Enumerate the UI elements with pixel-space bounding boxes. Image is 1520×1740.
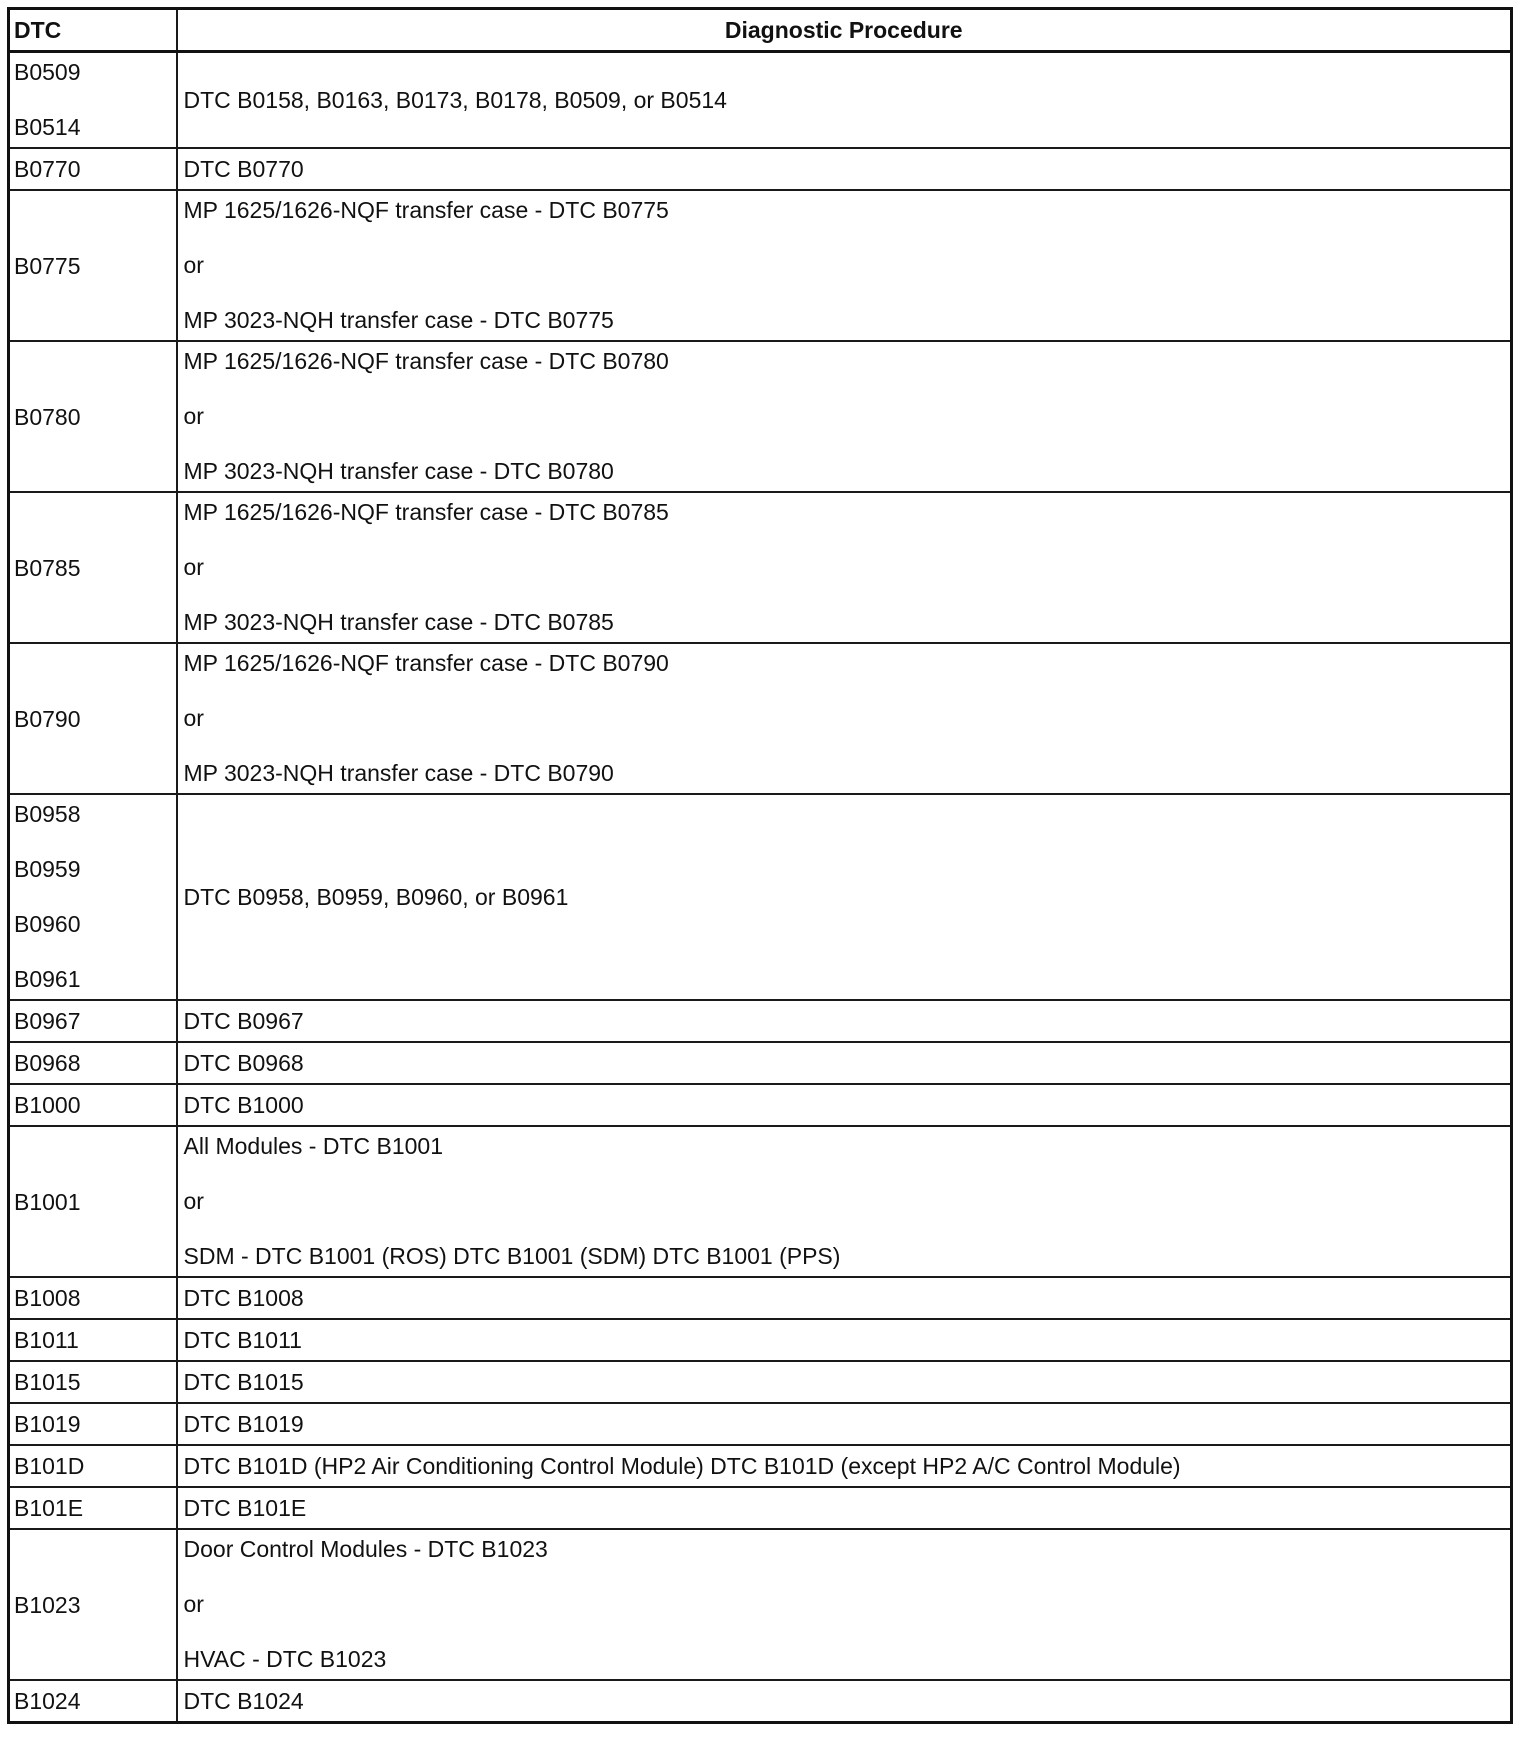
dtc-code: B1000 <box>14 1092 81 1118</box>
dtc-code-cell <box>9 492 177 643</box>
header-diagnostic-procedure: Diagnostic Procedure <box>177 9 1512 52</box>
dtc-code: B0968 <box>14 1050 81 1076</box>
dtc-code-cell <box>9 1529 177 1680</box>
table-row <box>9 1529 1512 1680</box>
procedure-link[interactable]: MP 3023-NQH transfer case - DTC B0785 <box>183 609 614 635</box>
dtc-code: B0775 <box>14 252 81 279</box>
table-row <box>9 1319 1512 1361</box>
dtc-code: B0770 <box>14 156 81 182</box>
dtc-code: B1023 <box>14 1591 81 1618</box>
diagnostic-procedure-cell <box>177 1403 1512 1445</box>
diagnostic-procedure-cell <box>177 341 1512 492</box>
dtc-code: B1019 <box>14 1411 81 1437</box>
diagnostic-procedure-cell <box>177 1361 1512 1403</box>
table-row <box>9 52 1512 149</box>
procedure-link[interactable]: DTC B0770 <box>183 156 304 182</box>
table-row <box>9 643 1512 794</box>
dtc-code-cell <box>9 794 177 1000</box>
dtc-code: B1015 <box>14 1369 81 1395</box>
dtc-code: B1008 <box>14 1285 81 1311</box>
header-dtc: DTC <box>9 9 177 52</box>
procedure-separator: or <box>183 1188 204 1214</box>
dtc-code-cell <box>9 1042 177 1084</box>
table-row <box>9 492 1512 643</box>
procedure-separator: or <box>183 252 204 278</box>
dtc-code-cell <box>9 1361 177 1403</box>
table-row <box>9 794 1512 1000</box>
dtc-code: B0961 <box>14 966 81 992</box>
dtc-code: B1011 <box>14 1327 79 1353</box>
procedure-link[interactable]: DTC B101E <box>183 1495 307 1521</box>
dtc-code: B0790 <box>14 705 81 732</box>
diagnostic-procedure-cell <box>177 190 1512 341</box>
procedure-link[interactable]: HVAC - DTC B1023 <box>183 1646 387 1672</box>
procedure-link[interactable]: DTC B1000 <box>183 1092 304 1118</box>
diagnostic-procedure-cell <box>177 643 1512 794</box>
procedure-link[interactable]: All Modules - DTC B1001 <box>183 1133 443 1159</box>
diagnostic-procedure-cell <box>177 52 1512 149</box>
diagnostic-procedure-cell <box>177 1445 1512 1487</box>
dtc-table-container <box>7 7 1513 1724</box>
procedure-link[interactable]: DTC B0967 <box>183 1008 304 1034</box>
diagnostic-procedure-cell <box>177 1529 1512 1680</box>
procedure-link[interactable]: DTC B1011 <box>183 1327 302 1353</box>
dtc-code-cell <box>9 341 177 492</box>
table-row <box>9 1403 1512 1445</box>
dtc-code-cell <box>9 1487 177 1529</box>
dtc-code-cell <box>9 1445 177 1487</box>
diagnostic-procedure-cell <box>177 1000 1512 1042</box>
dtc-code-cell <box>9 1319 177 1361</box>
dtc-code: B101E <box>14 1495 84 1521</box>
table-row <box>9 1445 1512 1487</box>
diagnostic-procedure-cell <box>177 492 1512 643</box>
dtc-code-cell <box>9 1403 177 1445</box>
procedure-separator: or <box>183 1591 204 1617</box>
diagnostic-procedure-cell <box>177 1126 1512 1277</box>
procedure-separator: or <box>183 705 204 731</box>
procedure-link[interactable]: MP 3023-NQH transfer case - DTC B0775 <box>183 307 614 333</box>
table-row <box>9 341 1512 492</box>
dtc-code-cell <box>9 52 177 149</box>
dtc-code-cell <box>9 190 177 341</box>
diagnostic-procedure-cell <box>177 1319 1512 1361</box>
dtc-code: B1024 <box>14 1688 81 1714</box>
dtc-code: B0509 <box>14 59 81 85</box>
procedure-link[interactable]: MP 1625/1626-NQF transfer case - DTC B0780 <box>183 348 669 374</box>
dtc-code: B0960 <box>14 911 81 937</box>
table-row <box>9 1042 1512 1084</box>
procedure-link[interactable]: DTC B101D (HP2 Air Conditioning Control Module) DTC B101D (except HP2 A/C Control Module) <box>183 1453 1181 1479</box>
dtc-code-cell <box>9 1277 177 1319</box>
dtc-code-cell <box>9 1126 177 1277</box>
table-body <box>9 52 1512 1723</box>
table-row <box>9 190 1512 341</box>
dtc-procedure-table <box>7 7 1513 1724</box>
table-row <box>9 1000 1512 1042</box>
dtc-code: B0967 <box>14 1008 81 1034</box>
dtc-code: B0780 <box>14 403 81 430</box>
procedure-link[interactable]: MP 3023-NQH transfer case - DTC B0790 <box>183 760 614 786</box>
procedure-link[interactable]: DTC B0958, B0959, B0960, or B0961 <box>183 884 569 910</box>
procedure-link[interactable]: DTC B1024 <box>183 1688 304 1714</box>
procedure-link[interactable]: MP 1625/1626-NQF transfer case - DTC B0775 <box>183 197 669 223</box>
procedure-separator: or <box>183 554 204 580</box>
procedure-link[interactable]: DTC B1019 <box>183 1411 304 1437</box>
table-row <box>9 1361 1512 1403</box>
table-row <box>9 1126 1512 1277</box>
procedure-link[interactable]: MP 1625/1626-NQF transfer case - DTC B0790 <box>183 650 669 676</box>
dtc-code-cell <box>9 1680 177 1723</box>
dtc-code: B0785 <box>14 554 81 581</box>
dtc-code: B1001 <box>14 1188 81 1215</box>
procedure-link[interactable]: SDM - DTC B1001 (ROS) DTC B1001 (SDM) DTC B1001 (PPS) <box>183 1243 841 1269</box>
procedure-link[interactable]: MP 1625/1626-NQF transfer case - DTC B0785 <box>183 499 669 525</box>
procedure-link[interactable]: Door Control Modules - DTC B1023 <box>183 1536 548 1562</box>
procedure-link[interactable]: DTC B1008 <box>183 1285 304 1311</box>
diagnostic-procedure-cell <box>177 1042 1512 1084</box>
procedure-link[interactable]: DTC B0968 <box>183 1050 304 1076</box>
diagnostic-procedure-cell <box>177 794 1512 1000</box>
dtc-code-cell <box>9 643 177 794</box>
table-header-row <box>9 9 1512 52</box>
dtc-code: B101D <box>14 1453 85 1479</box>
dtc-code-cell <box>9 1084 177 1126</box>
dtc-code: B0959 <box>14 856 81 882</box>
dtc-code: B0514 <box>14 114 81 140</box>
procedure-link[interactable]: DTC B0158, B0163, B0173, B0178, B0509, or B0514 <box>183 87 727 113</box>
procedure-separator: or <box>183 403 204 429</box>
dtc-code: B0958 <box>14 801 81 827</box>
procedure-link[interactable]: MP 3023-NQH transfer case - DTC B0780 <box>183 458 614 484</box>
procedure-link[interactable]: DTC B1015 <box>183 1369 304 1395</box>
